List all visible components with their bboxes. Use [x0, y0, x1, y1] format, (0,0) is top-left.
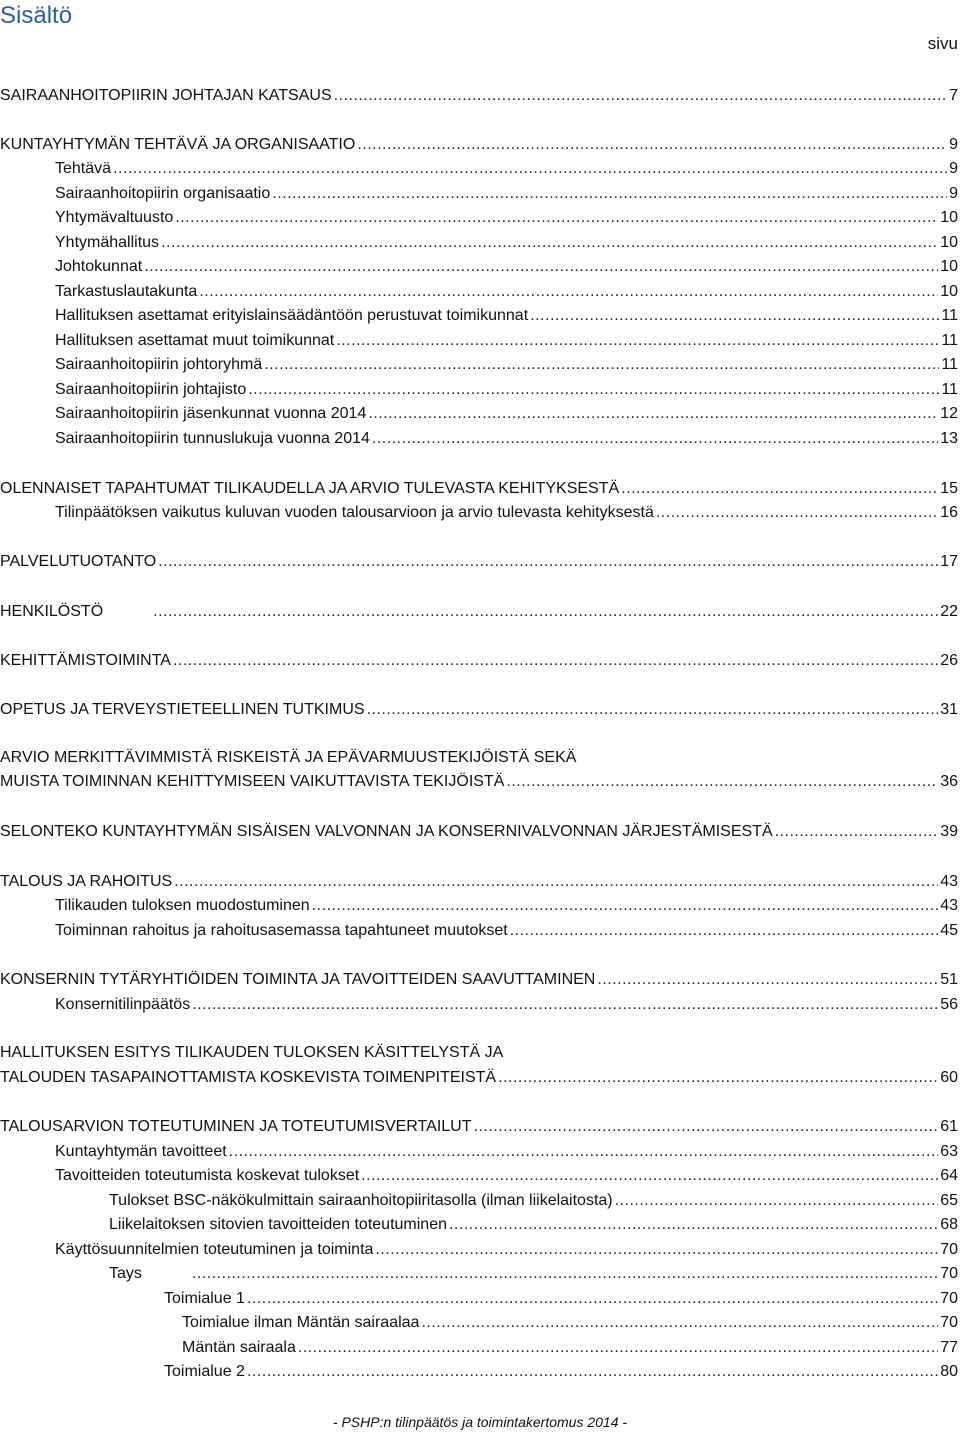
toc-leader-dots [368, 404, 938, 424]
toc-entry-page: 12 [940, 405, 958, 422]
toc-entry-page: 39 [940, 823, 958, 840]
toc-entry[interactable] [0, 280, 958, 302]
toc-entry[interactable] [0, 1140, 958, 1162]
toc-entry-label: Tulokset BSC-näkökulmittain sairaanhoitopiiritasolla (ilman liikelaitosta) [109, 1192, 613, 1209]
toc-entry[interactable] [0, 501, 958, 523]
toc-entry[interactable] [0, 1238, 958, 1260]
toc-entry-label: MUISTA TOIMINNAN KEHITTYMISEEN VAIKUTTAVISTA TEKIJÖISTÄ [0, 773, 505, 790]
toc-entry-page: 56 [940, 996, 958, 1013]
toc-leader-dots [175, 208, 938, 228]
toc-leader-dots [298, 1338, 938, 1358]
toc-entry[interactable] [0, 870, 958, 892]
toc-entry-page: 17 [940, 553, 958, 570]
toc-entry-page: 45 [940, 922, 958, 939]
toc-entry[interactable] [0, 206, 958, 228]
toc-entry[interactable] [0, 477, 958, 499]
toc-entry-label: Tavoitteiden toteutumista koskevat tulokset [55, 1167, 360, 1184]
toc-leader-dots [336, 331, 939, 351]
toc-entry-label: KUNTAYHTYMÄN TEHTÄVÄ JA ORGANISAATIO [0, 136, 356, 153]
toc-entry-page: 70 [940, 1290, 958, 1307]
toc-leader-dots [473, 1117, 938, 1137]
toc-entry-label: Tays [109, 1265, 142, 1282]
toc-entry-page: 43 [940, 897, 958, 914]
toc-entry[interactable] [0, 353, 958, 375]
toc-entry-label: HENKILÖSTÖ [0, 603, 104, 620]
toc-entry-page: 70 [940, 1265, 958, 1282]
toc-entry-label: TALOUSARVION TOTEUTUMINEN JA TOTEUTUMISVERTAILUT [0, 1118, 472, 1135]
toc-entry-label: Tehtävä [55, 160, 112, 177]
toc-entry-label: SELONTEKO KUNTAYHTYMÄN SISÄISEN VALVONNAN JA KONSERNIVALVONNAN JÄRJESTÄMISESTÄ [0, 823, 773, 840]
toc-entry[interactable] [0, 378, 958, 400]
toc-leader-dots [192, 1264, 938, 1284]
toc-entry-page: 22 [940, 603, 958, 620]
toc-entry[interactable] [0, 894, 958, 916]
toc-entry-label: OPETUS JA TERVEYSTIETEELLINEN TUTKIMUS [0, 701, 365, 718]
toc-entry-page: 11 [941, 307, 958, 324]
toc-leader-dots [421, 1313, 938, 1333]
toc-leader-dots [161, 233, 938, 253]
toc-leader-dots [367, 700, 939, 720]
toc-leader-dots [656, 503, 938, 523]
toc-entry-page: 68 [940, 1216, 958, 1233]
toc-entry-page: 9 [949, 160, 958, 177]
toc-entry-page: 9 [949, 185, 958, 202]
toc-leader-dots [247, 1362, 938, 1382]
toc-entry-label: Sairaanhoitopiirin jäsenkunnat vuonna 2014 [55, 405, 367, 422]
toc-leader-dots [158, 552, 938, 572]
toc-entry-label: Yhtymävaltuusto [55, 209, 174, 226]
toc-leader-dots [498, 1068, 938, 1088]
toc-entry-page: 43 [940, 873, 958, 890]
toc-entry[interactable] [0, 820, 958, 842]
toc-leader-dots [173, 651, 938, 671]
toc-entry-label: TALOUDEN TASAPAINOTTAMISTA KOSKEVISTA TOIMENPITEISTÄ [0, 1069, 497, 1086]
toc-entry-page: 10 [940, 258, 958, 275]
toc-entry-label: Kuntayhtymän tavoitteet [55, 1143, 227, 1160]
toc-entry-label: KONSERNIN TYTÄRYHTIÖIDEN TOIMINTA JA TAVOITTEIDEN SAAVUTTAMINEN [0, 971, 596, 988]
toc-entry[interactable] [0, 1262, 958, 1284]
toc-entry-label: Konsernitilinpäätös [55, 996, 191, 1013]
toc-entry-label: Hallituksen asettamat muut toimikunnat [55, 332, 335, 349]
toc-entry[interactable] [0, 1115, 958, 1137]
toc-leader-dots [506, 772, 938, 792]
toc-entry[interactable] [0, 402, 958, 424]
page-column-label: sivu [927, 34, 958, 53]
toc-leader-dots [615, 1191, 939, 1211]
toc-entry-page: 31 [940, 701, 958, 718]
toc-entry-page: 60 [940, 1069, 958, 1086]
toc-leader-dots [621, 479, 938, 499]
toc-entry-label: Toiminnan rahoitus ja rahoitusasemassa tapahtuneet muutokset [55, 922, 508, 939]
toc-entry[interactable] [0, 1066, 958, 1088]
toc-leader-dots [248, 380, 939, 400]
toc-entry[interactable] [0, 649, 958, 671]
toc-entry-page: 61 [940, 1118, 958, 1135]
toc-entry-label: Sairaanhoitopiirin johtoryhmä [55, 356, 263, 373]
toc-entry-label: OLENNAISET TAPAHTUMAT TILIKAUDELLA JA ARVIO TULEVASTA KEHITYKSESTÄ [0, 480, 620, 497]
toc-entry-page: 64 [940, 1167, 958, 1184]
toc-entry-page: 13 [940, 430, 958, 447]
toc-entry-label: Liikelaitoksen sitovien tavoitteiden toteutuminen [109, 1216, 447, 1233]
toc-entry-label: Hallituksen asettamat erityislainsäädäntöön perustuvat toimikunnat [55, 307, 529, 324]
toc-leader-dots [597, 970, 938, 990]
toc-entry-label: Sairaanhoitopiirin johtajisto [55, 381, 247, 398]
toc-entry[interactable] [0, 329, 958, 351]
toc-leader-dots [449, 1215, 938, 1235]
toc-entry-label: KEHITTÄMISTOIMINTA [0, 652, 171, 669]
toc-entry-page: 7 [949, 87, 958, 104]
toc-leader-dots [357, 135, 947, 155]
toc-leader-dots [530, 306, 939, 326]
page-footer: - PSHP:n tilinpäätös ja toimintakertomus 2014 - [332, 1414, 628, 1430]
toc-entry[interactable] [0, 84, 958, 106]
toc-leader-dots [153, 602, 938, 622]
toc-leader-dots [510, 921, 938, 941]
toc-leader-dots [775, 822, 939, 842]
toc-entry-label: Toimialue ilman Mäntän sairaalaa [182, 1314, 420, 1331]
toc-entry-page: 36 [940, 773, 958, 790]
toc-entry[interactable] [0, 919, 958, 941]
toc-entry[interactable] [0, 1360, 958, 1382]
toc-entry-label: SAIRAANHOITOPIIRIN JOHTAJAN KATSAUS [0, 87, 332, 104]
toc-entry-page: 9 [949, 136, 958, 153]
toc-leader-dots [312, 896, 939, 916]
toc-entry-label: TALOUS JA RAHOITUS [0, 873, 173, 890]
toc-entry-page: 51 [940, 971, 958, 988]
toc-entry-label: Tilikauden tuloksen muodostuminen [55, 897, 310, 914]
toc-leader-dots [272, 184, 947, 204]
toc-leader-dots [229, 1142, 939, 1162]
toc-entry-page: 11 [941, 356, 958, 373]
toc-leader-dots [192, 995, 938, 1015]
toc-entry[interactable] [0, 427, 958, 449]
toc-entry-page: 16 [940, 504, 958, 521]
toc-entry-label: Tilinpäätöksen vaikutus kuluvan vuoden talousarvioon ja arvio tulevasta kehityksestä [55, 504, 654, 521]
toc-entry-label: Sairaanhoitopiirin tunnuslukuja vuonna 2014 [55, 430, 370, 447]
toc-entry-page: 15 [940, 480, 958, 497]
toc-entry-label-line1[interactable]: HALLITUKSEN ESITYS TILIKAUDEN TULOKSEN KÄSITTELYSTÄ JA [0, 1044, 504, 1061]
toc-entry[interactable] [0, 968, 958, 990]
toc-leader-dots [174, 872, 938, 892]
toc-entry-page: 11 [941, 332, 958, 349]
toc-entry[interactable] [0, 1213, 958, 1235]
toc-leader-dots [334, 86, 947, 106]
toc-entry[interactable] [0, 304, 958, 326]
toc-entry-page: 70 [940, 1241, 958, 1258]
toc-entry-page: 26 [940, 652, 958, 669]
toc-entry[interactable] [0, 231, 958, 253]
toc-entry-label: Sairaanhoitopiirin organisaatio [55, 185, 271, 202]
toc-entry-page: 10 [940, 209, 958, 226]
toc-entry[interactable] [0, 770, 958, 792]
toc-entry-label: Toimialue 1 [164, 1290, 245, 1307]
toc-leader-dots [375, 1240, 938, 1260]
toc-entry-page: 10 [940, 283, 958, 300]
toc-entry-label-line1[interactable]: ARVIO MERKITTÄVIMMISTÄ RISKEISTÄ JA EPÄVARMUUSTEKIJÖISTÄ SEKÄ [0, 749, 577, 766]
toc-entry-label: Toimialue 2 [164, 1363, 245, 1380]
toc-entry-page: 70 [940, 1314, 958, 1331]
toc-entry[interactable] [0, 1287, 958, 1309]
toc-entry[interactable] [0, 550, 958, 572]
toc-leader-dots [199, 282, 938, 302]
toc-entry[interactable] [0, 600, 958, 622]
toc-leader-dots [361, 1166, 938, 1186]
toc-entry[interactable] [0, 133, 958, 155]
toc-entry-page: 63 [940, 1143, 958, 1160]
toc-entry-page: 65 [940, 1192, 958, 1209]
toc-leader-dots [372, 429, 938, 449]
toc-entry[interactable] [0, 255, 958, 277]
toc-entry[interactable] [0, 1336, 958, 1358]
toc-entry-label: Johtokunnat [55, 258, 143, 275]
toc-entry[interactable] [0, 1189, 958, 1211]
page-title: Sisältö [0, 2, 73, 29]
toc-entry-page: 10 [940, 234, 958, 251]
toc-entry[interactable] [0, 182, 958, 204]
toc-entry-label: Yhtymähallitus [55, 234, 160, 251]
toc-entry-label: Mäntän sairaala [182, 1339, 296, 1356]
toc-entry-label: PALVELUTUOTANTO [0, 553, 157, 570]
toc-entry-label: Tarkastuslautakunta [55, 283, 198, 300]
toc-entry[interactable] [0, 698, 958, 720]
toc-entry[interactable] [0, 157, 958, 179]
toc-entry-page: 80 [940, 1363, 958, 1380]
toc-leader-dots [113, 159, 947, 179]
toc-entry[interactable] [0, 993, 958, 1015]
toc-entry[interactable] [0, 1164, 958, 1186]
toc-leader-dots [144, 257, 938, 277]
toc-entry-page: 77 [940, 1339, 958, 1356]
toc-entry[interactable] [0, 1311, 958, 1333]
toc-entry-label: Käyttösuunnitelmien toteutuminen ja toiminta [55, 1241, 374, 1258]
toc-leader-dots [264, 355, 939, 375]
toc-entry-page: 11 [941, 381, 958, 398]
toc-leader-dots [247, 1289, 938, 1309]
